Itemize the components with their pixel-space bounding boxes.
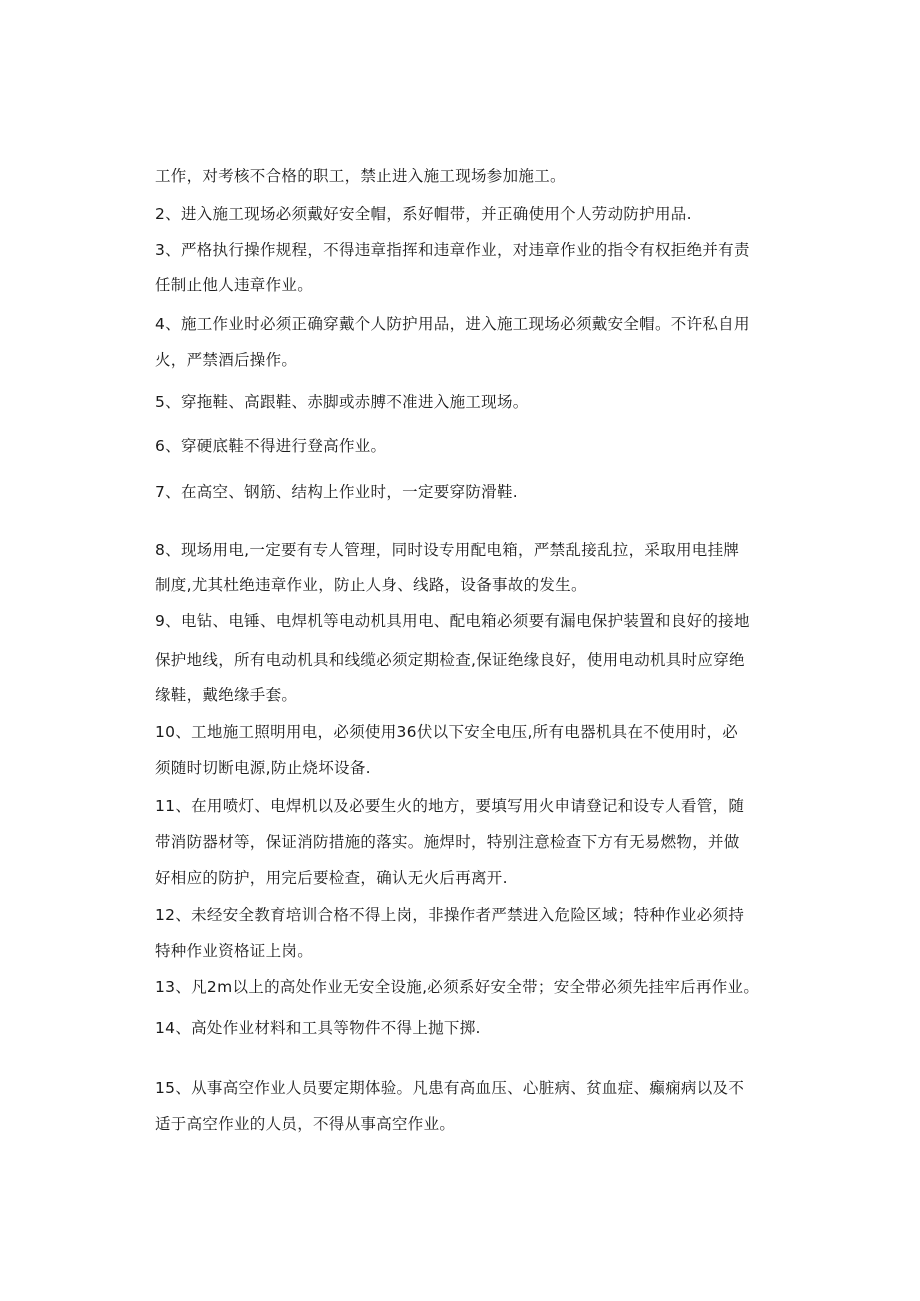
text-line: 9、电钻、电锤、电焊机等电动机具用电、配电箱必须要有漏电保护装置和良好的接地 [155,612,750,630]
text-line: 7、在高空、钢筋、结构上作业时，一定要穿防滑鞋. [155,483,518,501]
text-line: 火，严禁酒后操作。 [155,351,298,369]
text-line: 好相应的防护，用完后要检查，确认无火后再离开. [155,869,508,887]
text-line: 12、未经安全教育培训合格不得上岗，非操作者严禁进入危险区域；特种作业必须持 [155,906,745,924]
text-line: 须随时切断电源,防止烧坏设备. [155,759,371,777]
text-line: 8、现场用电,一定要有专人管理，同时设专用配电箱，严禁乱接乱拉，采取用电挂牌 [155,541,740,559]
text-line: 带消防器材等，保证消防措施的落实。施焊时，特别注意检查下方有无易燃物，并做 [155,833,740,851]
text-line: 制度,尤其杜绝违章作业，防止人身、线路，设备事故的发生。 [155,576,587,594]
text-line: 特种作业资格证上岗。 [155,942,314,960]
text-line: 工作，对考核不合格的职工，禁止进入施工现场参加施工。 [155,167,566,185]
text-line: 2、进入施工现场必须戴好安全帽，系好帽带，并正确使用个人劳动防护用品. [155,205,692,223]
text-line: 15、从事高空作业人员要定期体验。凡患有高血压、心脏病、贫血症、癫痫病以及不 [155,1079,745,1097]
text-line: 11、在用喷灯、电焊机以及必要生火的地方，要填写用火申请登记和设专人看管，随 [155,797,745,815]
text-line: 14、高处作业材料和工具等物件不得上抛下掷. [155,1019,481,1037]
text-line: 5、穿拖鞋、高跟鞋、赤脚或赤膊不准进入施工现场。 [155,393,529,411]
text-line: 10、工地施工照明用电，必须使用36伏以下安全电压,所有电器机具在不使用时，必 [155,723,739,741]
text-line: 3、严格执行操作规程，不得违章指挥和违章作业，对违章作业的指令有权拒绝并有责 [155,241,750,259]
text-line: 4、施工作业时必须正确穿戴个人防护用品，进入施工现场必须戴安全帽。不许私自用 [155,315,750,333]
text-line: 13、凡2m以上的高处作业无安全设施,必须系好安全带；安全带必须先挂牢后再作业。 [155,978,760,996]
text-line: 缘鞋，戴绝缘手套。 [155,686,298,704]
text-line: 任制止他人违章作业。 [155,276,314,294]
text-line: 6、穿硬底鞋不得进行登高作业。 [155,437,387,455]
text-line: 适于高空作业的人员，不得从事高空作业。 [155,1115,456,1133]
text-line: 保护地线，所有电动机具和线缆必须定期检查,保证绝缘良好，使用电动机具时应穿绝 [155,651,745,669]
